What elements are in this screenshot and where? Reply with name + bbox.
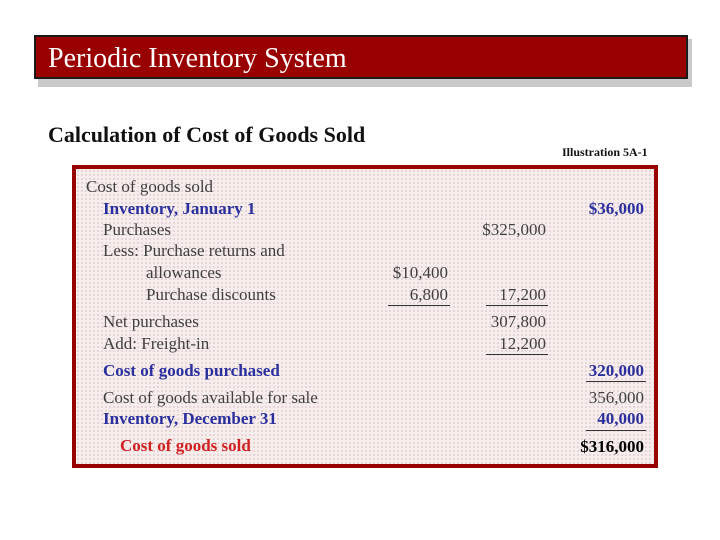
rule-purchases-total xyxy=(486,305,548,306)
cogs-value: $316,000 xyxy=(580,437,644,456)
rule-cost-purchased xyxy=(586,381,646,382)
less-returns-label: Less: Purchase returns and xyxy=(103,241,285,260)
rule-freight xyxy=(486,354,548,355)
freight-in-label: Add: Freight-in xyxy=(103,334,210,353)
cost-purchased-label: Cost of goods purchased xyxy=(103,361,280,380)
title-banner xyxy=(34,35,688,79)
returns-discounts-total: 17,200 xyxy=(499,285,546,304)
inventory-jan-label: Inventory, January 1 xyxy=(103,199,256,218)
cogs-label: Cost of goods sold xyxy=(120,436,251,455)
purchase-discounts-value: 6,800 xyxy=(409,285,448,304)
allowances-label: allowances xyxy=(146,263,222,282)
inventory-jan-value: $36,000 xyxy=(588,199,644,218)
net-purchases-label: Net purchases xyxy=(103,312,199,331)
slide-title: Periodic Inventory System xyxy=(48,43,347,74)
statement-header: Cost of goods sold xyxy=(86,177,214,196)
freight-in-value: 12,200 xyxy=(499,334,546,353)
inventory-dec-label: Inventory, December 31 xyxy=(103,409,277,428)
inventory-dec-value: 40,000 xyxy=(597,409,644,428)
purchase-discounts-label: Purchase discounts xyxy=(146,285,276,304)
purchases-label: Purchases xyxy=(103,220,171,239)
available-label: Cost of goods available for sale xyxy=(103,388,318,407)
cogs-statement-panel xyxy=(72,165,658,468)
rule-inventory-dec xyxy=(586,430,646,431)
purchases-value: $325,000 xyxy=(482,220,546,239)
returns-value: $10,400 xyxy=(392,263,448,282)
illustration-label: Illustration 5A-1 xyxy=(562,145,648,159)
available-value: 356,000 xyxy=(588,388,644,407)
net-purchases-value: 307,800 xyxy=(490,312,546,331)
slide-subtitle: Calculation of Cost of Goods Sold xyxy=(48,122,366,147)
rule-discounts xyxy=(388,305,450,306)
cost-purchased-value: 320,000 xyxy=(588,361,644,380)
